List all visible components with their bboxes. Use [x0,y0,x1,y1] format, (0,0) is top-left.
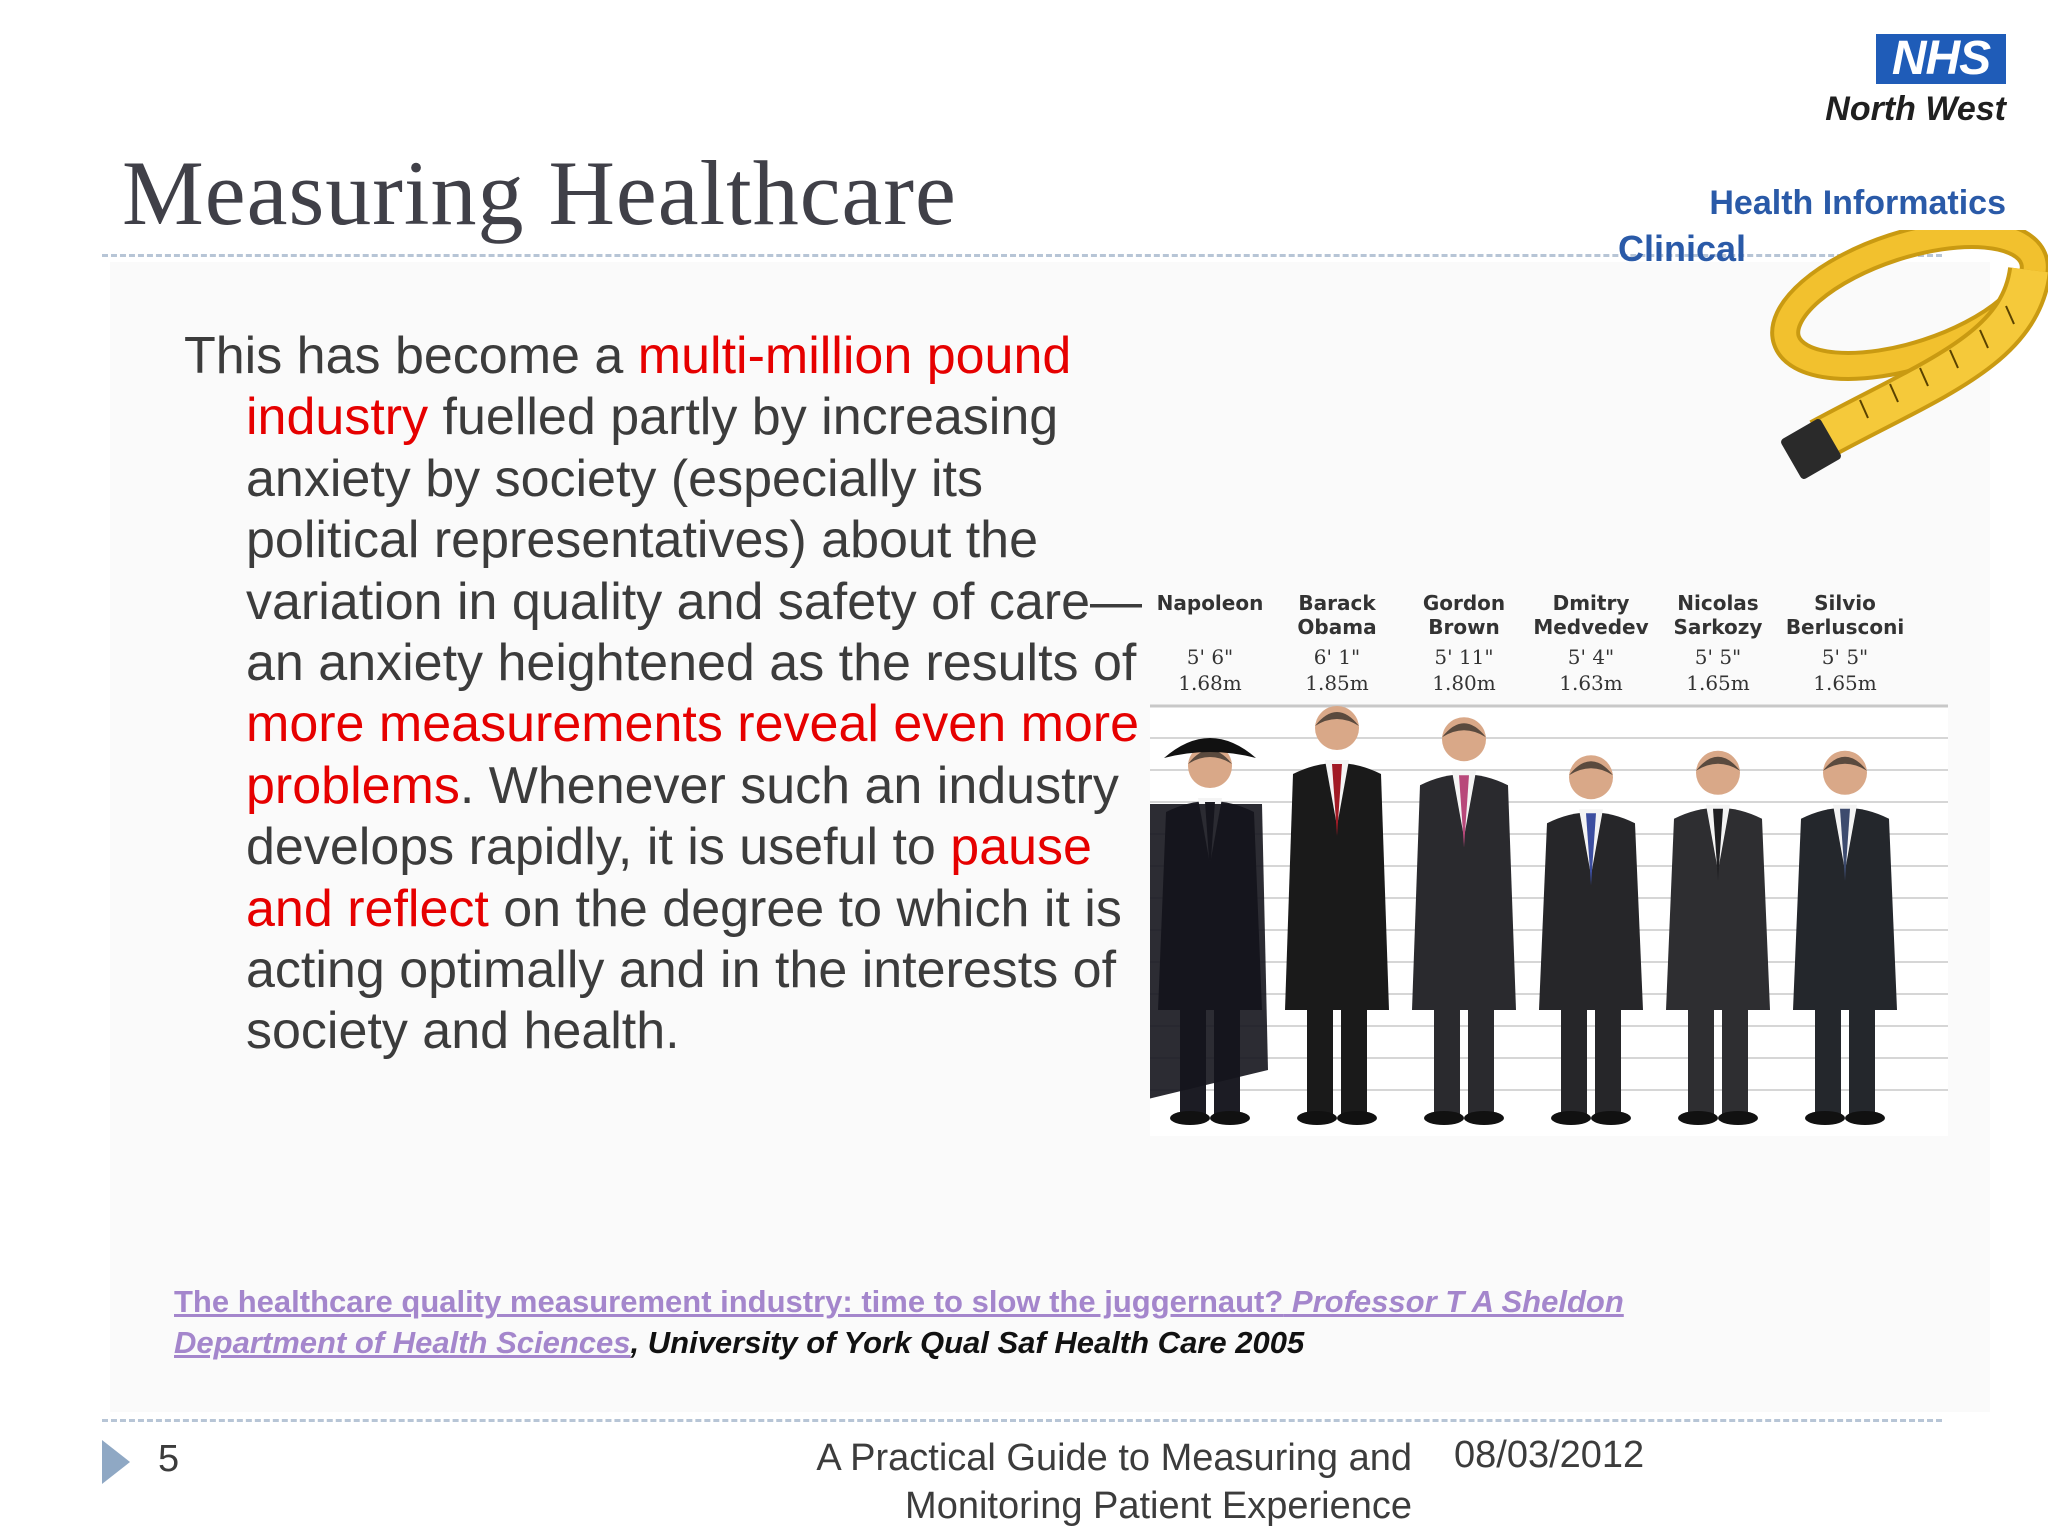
nhs-logo: NHS [1876,34,2006,84]
clinical-label: Clinical [1618,228,1747,269]
person-height-m: 1.65m [1686,671,1750,695]
person-leg [1561,1008,1587,1118]
person-shoe [1718,1111,1758,1125]
person-leg [1341,1008,1367,1118]
highlight-problems: more measurements reveal even more problems [246,695,1140,815]
person-shoe [1170,1111,1210,1125]
person-height-ft: 5' 6" [1186,645,1234,669]
person-shoe [1678,1111,1718,1125]
person-height-m: 1.63m [1559,671,1623,695]
person-name: Barack [1298,591,1376,615]
person-name: Gordon [1422,591,1506,615]
person-shoe [1591,1111,1631,1125]
person-leg [1595,1008,1621,1118]
person-leg [1722,1008,1748,1118]
slide-number: 5 [158,1438,180,1480]
person-leg [1307,1008,1333,1118]
person-leg [1434,1008,1460,1118]
person-shoe [1551,1111,1591,1125]
person-name: Obama [1297,615,1377,639]
health-informatics-label: Health Informatics [1709,184,2006,222]
person-height-ft: 6' 1" [1313,645,1361,669]
person-height-ft: 5' 4" [1567,645,1615,669]
person-leg [1468,1008,1494,1118]
body-text-2: fuelled partly by increasing anxiety by society (especially its political representatives) about the variation in quality and safety of care—an anxiety heightened as the results of [246,388,1143,693]
slide-title: Measuring Healthcare [122,142,957,244]
person-height-ft: 5' 11" [1434,645,1494,669]
person-shoe [1464,1111,1504,1125]
footer-date: 08/03/2012 [1454,1434,1645,1476]
person-height-m: 1.80m [1432,671,1496,695]
body-paragraph [184,326,1146,1063]
footer-divider [102,1419,1942,1422]
person-name: Sarkozy [1673,615,1763,639]
person-shoe [1297,1111,1337,1125]
person-name: Berlusconi [1785,615,1905,639]
person-leg [1815,1008,1841,1118]
person-name: Nicolas [1677,591,1759,615]
footer-title: A Practical Guide to Measuring and Monitoring Patient Experience [816,1437,1412,1527]
person-name: Dmitry [1552,591,1630,615]
highlight-industry: multi-million pound industry [246,327,1072,447]
person-shoe [1845,1111,1885,1125]
citation-author: Professor T A Sheldon [1283,1284,1624,1319]
person-leg [1688,1008,1714,1118]
person-shoe [1210,1111,1250,1125]
person-shoe [1337,1111,1377,1125]
person-shoe [1424,1111,1464,1125]
person-leg [1849,1008,1875,1118]
person-height-m: 1.68m [1178,671,1242,695]
triangle-bullet-icon [102,1440,130,1484]
body-text-4: on the degree to which it is acting optimally and in the interests of society and health. [246,879,1122,1061]
person-height-ft: 5' 5" [1694,645,1742,669]
person-name: Silvio [1814,591,1876,615]
person-height-m: 1.65m [1813,671,1877,695]
height-comparison-photo [1150,580,1948,1140]
napoleon-cloak [1150,804,1268,1100]
person-name: Brown [1428,615,1500,639]
citation [174,1281,1814,1363]
citation-dept: Department of Health Sciences [174,1325,631,1360]
person-height-ft: 5' 5" [1821,645,1869,669]
person-name: Napoleon [1156,591,1264,615]
person-height-m: 1.85m [1305,671,1369,695]
highlight-pause: pause and reflect [246,818,1092,938]
person-name: Medvedev [1533,615,1649,639]
citation-title: The healthcare quality measurement industry: time to slow the juggernaut? [174,1284,1284,1319]
citation-source: , University of York Qual Saf Health Care 2005 [630,1325,1305,1360]
body-text-1: This has become a [184,327,638,385]
tape-measure-image [1760,230,2048,490]
body-text-3: . Whenever such an industry develops rapidly, it is useful to [246,756,1119,877]
person-shoe [1805,1111,1845,1125]
nhs-region-label: North West [1825,90,2006,128]
